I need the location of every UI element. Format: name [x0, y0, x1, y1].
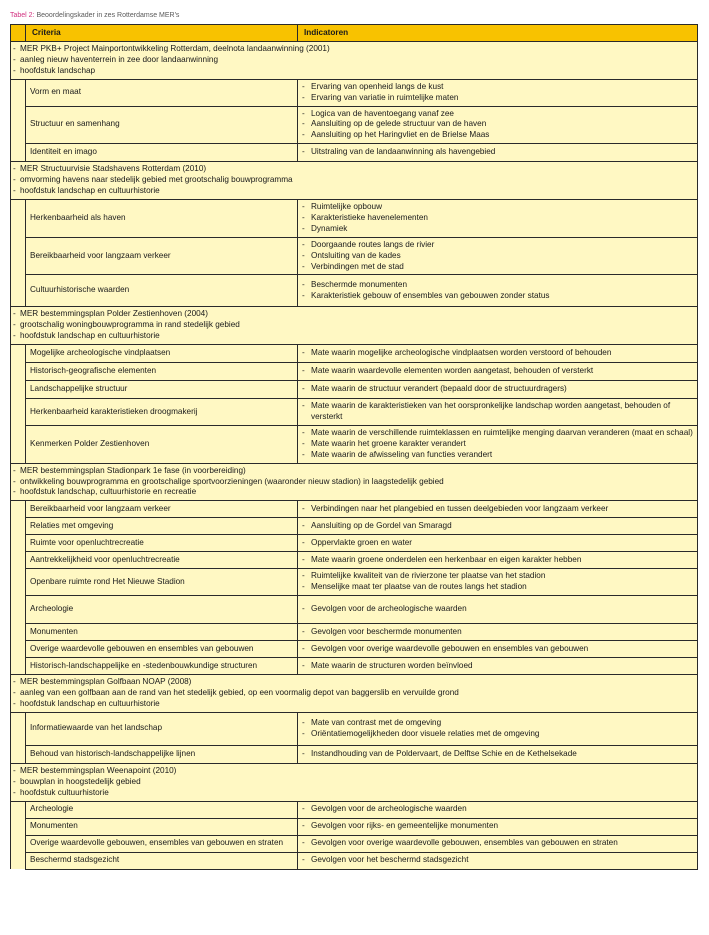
indicator-cell [298, 399, 698, 426]
indicator-item: - Mate waarin het groene karakter verandert [302, 439, 693, 450]
section-title-line: - hoofdstuk landschap en cultuurhistorie [13, 331, 695, 342]
indicator-cell [298, 712, 698, 745]
indicator-item: - Mate waarin groene onderdelen een herkenbaar en eigen karakter hebben [302, 555, 693, 566]
section-title-line: - hoofdstuk landschap en cultuurhistorie [13, 186, 695, 197]
section-header-row [11, 307, 698, 345]
indicator-cell [298, 552, 698, 569]
section-indent-cell [11, 801, 26, 869]
indicator-cell [298, 569, 698, 596]
table-row [11, 363, 698, 381]
section-header-row [11, 162, 698, 200]
criterion-cell: Informatiewaarde van het landschap [26, 712, 298, 745]
indicator-item: - Ervaring van variatie in ruimtelijke maten [302, 93, 693, 104]
indicator-cell [298, 425, 698, 463]
indicator-item: - Instandhouding van de Poldervaart, de Delftse Schie en de Kethelsekade [302, 749, 693, 760]
indicator-item: - Ruimtelijke opbouw [302, 202, 693, 213]
section-indent-cell [11, 79, 26, 162]
section-indent-cell [11, 501, 26, 675]
indicator-item: - Uitstraling van de landaanwinning als havengebied [302, 147, 693, 158]
indicator-item: - Mate waarin de structuren worden beïnvloed [302, 661, 693, 672]
indicator-cell [298, 835, 698, 852]
criterion-cell: Overige waardevolle gebouwen en ensembles van gebouwen [26, 641, 298, 658]
table-header-row [11, 25, 698, 42]
criterion-cell: Historisch-landschappelijke en -stedenbouwkundige structuren [26, 658, 298, 675]
indicator-cell [298, 381, 698, 399]
table-caption-label: Tabel 2: [10, 12, 35, 19]
section-title [11, 675, 698, 713]
table-row [11, 712, 698, 745]
header-indicators: Indicatoren [298, 25, 698, 42]
section-title-line: - ontwikkeling bouwprogramma en grootschalige sportvoorzieningen (waaronder nieuw stadion) in laagstedelijk gebied [13, 477, 695, 488]
indicator-item: - Mate waarin waardevolle elementen worden aangetast, behouden of versterkt [302, 366, 693, 377]
indicator-item: - Verbindingen naar het plangebied en tussen deelgebieden voor langzaam verkeer [302, 504, 693, 515]
criterion-cell: Herkenbaarheid als haven [26, 199, 298, 237]
section-title-line: - MER bestemmingsplan Stadionpark 1e fase (in voorbereiding) [13, 466, 695, 477]
criterion-cell: Behoud van historisch-landschappelijke lijnen [26, 745, 298, 763]
indicator-item: - Logica van de haventoegang vanaf zee [302, 109, 693, 120]
table-row [11, 641, 698, 658]
criterion-cell: Archeologie [26, 801, 298, 818]
table-row [11, 237, 698, 275]
criterion-cell: Bereikbaarheid voor langzaam verkeer [26, 237, 298, 275]
section-title-line: - aanleg nieuw haventerrein in zee door landaanwinning [13, 55, 695, 66]
indicator-item: - Mate waarin de karakteristieken van het oorspronkelijke landschap worden aangetast, behouden of versterkt [302, 401, 693, 423]
table-row [11, 596, 698, 624]
section-title-line: - hoofdstuk cultuurhistorie [13, 788, 695, 799]
table-row [11, 852, 698, 869]
indicator-cell [298, 624, 698, 641]
table-row [11, 501, 698, 518]
indicator-item: - Oppervlakte groen en water [302, 538, 693, 549]
criterion-cell: Relaties met omgeving [26, 518, 298, 535]
indicator-cell [298, 518, 698, 535]
section-header-row [11, 42, 698, 80]
header-criteria: Criteria [26, 25, 298, 42]
indicator-item: - Gevolgen voor beschermde monumenten [302, 627, 693, 638]
indicator-item: - Aansluiting op het Haringvliet en de Brielse Maas [302, 130, 693, 141]
table-row [11, 658, 698, 675]
indicator-cell [298, 852, 698, 869]
criterion-cell: Herkenbaarheid karakteristieken droogmakerij [26, 399, 298, 426]
criterion-cell: Identiteit en imago [26, 144, 298, 162]
criterion-cell: Monumenten [26, 818, 298, 835]
indicator-item: - Gevolgen voor het beschermd stadsgezicht [302, 855, 693, 866]
table-body [11, 42, 698, 870]
criterion-cell: Archeologie [26, 596, 298, 624]
indicator-cell [298, 641, 698, 658]
section-title-line: - MER bestemmingsplan Golfbaan NOAP (2008) [13, 677, 695, 688]
header-spacer [11, 25, 26, 42]
indicator-cell [298, 818, 698, 835]
indicator-item: - Mate waarin de structuur verandert (bepaald door de structuurdragers) [302, 384, 693, 395]
indicator-cell [298, 745, 698, 763]
indicator-cell [298, 199, 698, 237]
table-row [11, 275, 698, 307]
section-title-line: - aanleg van een golfbaan aan de rand van het stedelijk gebied, op een voormalig depot van baggerslib en vervuilde grond [13, 688, 695, 699]
table-row [11, 801, 698, 818]
indicator-item: - Beschermde monumenten [302, 280, 693, 291]
criterion-cell: Openbare ruimte rond Het Nieuwe Stadion [26, 569, 298, 596]
table-row [11, 399, 698, 426]
indicator-item: - Ruimtelijke kwaliteit van de rivierzone ter plaatse van het stadion [302, 571, 693, 582]
indicator-item: - Verbindingen met de stad [302, 262, 693, 273]
criterion-cell: Vorm en maat [26, 79, 298, 106]
section-header-row [11, 763, 698, 801]
criterion-cell: Historisch-geografische elementen [26, 363, 298, 381]
indicator-item: - Gevolgen voor rijks- en gemeentelijke monumenten [302, 821, 693, 832]
indicator-cell [298, 501, 698, 518]
indicator-item: - Menselijke maat ter plaatse van de routes langs het stadion [302, 582, 693, 593]
table-row [11, 345, 698, 363]
indicator-cell [298, 596, 698, 624]
indicator-cell [298, 144, 698, 162]
section-indent-cell [11, 345, 26, 464]
section-title-line: - MER Structuurvisie Stadshavens Rotterdam (2010) [13, 164, 695, 175]
indicator-cell [298, 106, 698, 144]
table-row [11, 79, 698, 106]
table-row [11, 381, 698, 399]
table-row [11, 835, 698, 852]
criterion-cell: Ruimte voor openluchtrecreatie [26, 535, 298, 552]
criterion-cell: Monumenten [26, 624, 298, 641]
table-row [11, 106, 698, 144]
section-title-line: - grootschalig woningbouwprogramma in rand stedelijk gebied [13, 320, 695, 331]
criterion-cell: Overige waardevolle gebouwen, ensembles van gebouwen en straten [26, 835, 298, 852]
table-caption [10, 11, 179, 20]
indicator-cell [298, 658, 698, 675]
table-row [11, 624, 698, 641]
section-title [11, 162, 698, 200]
section-title-line: - MER PKB+ Project Mainportontwikkeling Rotterdam, deelnota landaanwinning (2001) [13, 44, 695, 55]
indicator-item: - Mate waarin mogelijke archeologische vindplaatsen worden verstoord of behouden [302, 348, 693, 359]
indicator-item: - Karakteristiek gebouw of ensembles van gebouwen zonder status [302, 291, 693, 302]
indicator-cell [298, 363, 698, 381]
indicator-cell [298, 345, 698, 363]
table-row [11, 199, 698, 237]
section-header-row [11, 675, 698, 713]
indicator-cell [298, 79, 698, 106]
table-row [11, 425, 698, 463]
indicator-item: - Ervaring van openheid langs de kust [302, 82, 693, 93]
criterion-cell: Beschermd stadsgezicht [26, 852, 298, 869]
indicator-item: - Dynamiek [302, 224, 693, 235]
criterion-cell: Landschappelijke structuur [26, 381, 298, 399]
table-row [11, 745, 698, 763]
table-caption-text: Beoordelingskader in zes Rotterdamse MER's [34, 12, 180, 19]
criterion-cell: Aantrekkelijkheid voor openluchtrecreatie [26, 552, 298, 569]
section-indent-cell [11, 199, 26, 306]
indicator-item: - Oriëntatiemogelijkheden door visuele relaties met de omgeving [302, 729, 693, 740]
table-row [11, 569, 698, 596]
indicator-item: - Gevolgen voor de archeologische waarden [302, 604, 693, 615]
criterion-cell: Bereikbaarheid voor langzaam verkeer [26, 501, 298, 518]
indicator-item: - Gevolgen voor de archeologische waarden [302, 804, 693, 815]
section-title-line: - bouwplan in hoogstedelijk gebied [13, 777, 695, 788]
indicator-cell [298, 535, 698, 552]
section-header-row [11, 463, 698, 501]
section-title [11, 463, 698, 501]
section-title [11, 763, 698, 801]
table-row [11, 552, 698, 569]
table-row [11, 518, 698, 535]
section-title-line: - hoofdstuk landschap, cultuurhistorie en recreatie [13, 487, 695, 498]
section-title-line: - hoofdstuk landschap [13, 66, 695, 77]
criterion-cell: Kenmerken Polder Zestienhoven [26, 425, 298, 463]
indicator-item: - Gevolgen voor overige waardevolle gebouwen en ensembles van gebouwen [302, 644, 693, 655]
table-row [11, 818, 698, 835]
indicator-cell [298, 275, 698, 307]
indicator-item: - Ontsluiting van de kades [302, 251, 693, 262]
section-title-line: - hoofdstuk landschap en cultuurhistorie [13, 699, 695, 710]
indicator-item: - Mate waarin de verschillende ruimteklassen en ruimtelijke menging daarvan veranderen (maat en schaal) [302, 428, 693, 439]
indicator-item: - Mate van contrast met de omgeving [302, 718, 693, 729]
indicator-item: - Gevolgen voor overige waardevolle gebouwen, ensembles van gebouwen en straten [302, 838, 693, 849]
indicator-item: - Doorgaande routes langs de rivier [302, 240, 693, 251]
indicator-item: - Mate waarin de afwisseling van functies verandert [302, 450, 693, 461]
section-title-line: - omvorming havens naar stedelijk gebied met grootschalig bouwprogramma [13, 175, 695, 186]
section-title-line: - MER bestemmingsplan Polder Zestienhoven (2004) [13, 309, 695, 320]
assessment-table [10, 24, 698, 870]
indicator-item: - Karakteristieke havenelementen [302, 213, 693, 224]
criterion-cell: Structuur en samenhang [26, 106, 298, 144]
criterion-cell: Mogelijke archeologische vindplaatsen [26, 345, 298, 363]
section-title [11, 307, 698, 345]
section-title [11, 42, 698, 80]
section-indent-cell [11, 712, 26, 763]
criterion-cell: Cultuurhistorische waarden [26, 275, 298, 307]
indicator-item: - Aansluiting op de gelede structuur van de haven [302, 119, 693, 130]
indicator-cell [298, 237, 698, 275]
indicator-item: - Aansluiting op de Gordel van Smaragd [302, 521, 693, 532]
table-row [11, 535, 698, 552]
section-title-line: - MER bestemmingsplan Weenapoint (2010) [13, 766, 695, 777]
indicator-cell [298, 801, 698, 818]
table-row [11, 144, 698, 162]
